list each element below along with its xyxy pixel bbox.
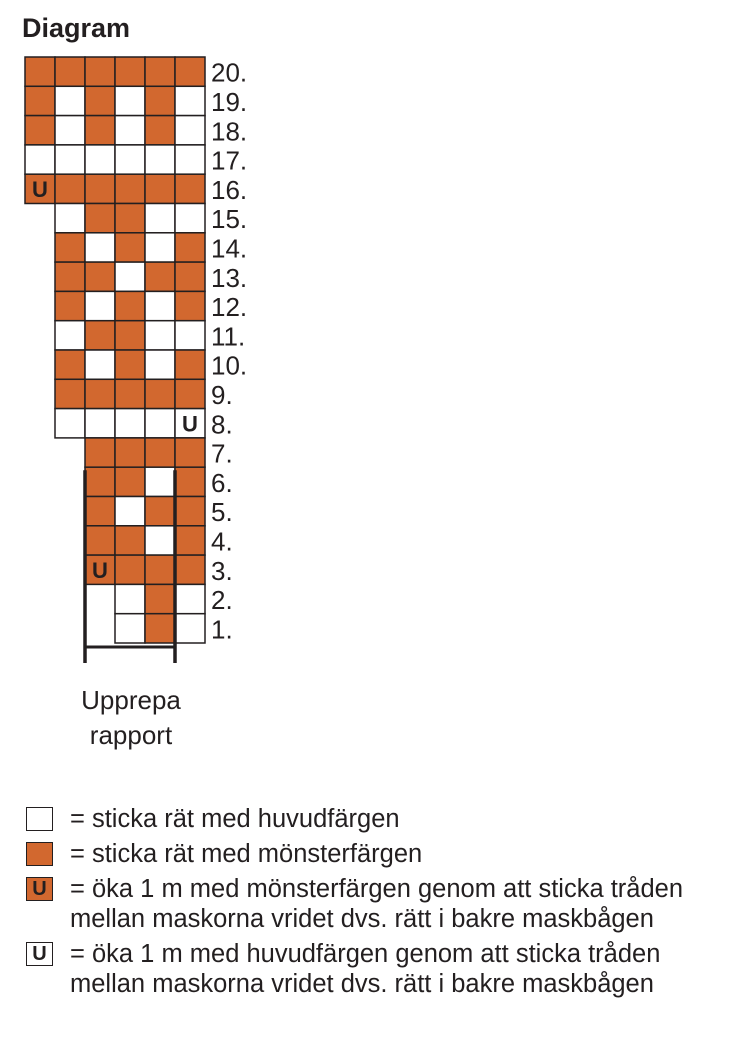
pattern-color-cell — [55, 379, 85, 408]
pattern-color-cell — [175, 350, 205, 379]
pattern-color-cell — [115, 350, 145, 379]
legend-text: mellan maskorna vridet dvs. rätt i bakre maskbågen — [70, 970, 654, 998]
pattern-color-cell — [25, 57, 55, 86]
row-number: 9. — [211, 379, 233, 410]
pattern-color-cell — [175, 174, 205, 203]
legend-text: = öka 1 m med mönsterfärgen genom att sticka tråden — [70, 875, 684, 903]
pattern-color-cell — [85, 497, 115, 526]
main-color-cell — [115, 262, 145, 291]
main-color-cell — [85, 291, 115, 320]
pattern-color-cell — [25, 86, 55, 115]
pattern-color-cell — [115, 233, 145, 262]
legend-swatch — [26, 807, 53, 831]
pattern-color-cell — [145, 262, 175, 291]
main-color-cell — [175, 614, 205, 643]
row-labels — [211, 58, 247, 645]
main-color-cell — [145, 233, 175, 262]
chart-cells — [25, 57, 205, 643]
main-color-cell — [145, 526, 175, 555]
pattern-color-cell — [145, 438, 175, 467]
pattern-color-cell — [175, 57, 205, 86]
main-color-cell — [145, 291, 175, 320]
pattern-color-cell — [85, 438, 115, 467]
legend-item — [26, 874, 683, 934]
diagram-title: Diagram — [22, 13, 131, 43]
pattern-color-cell — [85, 116, 115, 145]
pattern-color-cell — [115, 438, 145, 467]
repeat-label: Upprepa — [81, 685, 181, 715]
pattern-color-cell — [55, 233, 85, 262]
main-color-cell — [145, 321, 175, 350]
pattern-color-cell — [115, 291, 145, 320]
pattern-color-cell — [55, 262, 85, 291]
row-number: 4. — [211, 526, 233, 557]
pattern-color-cell — [85, 379, 115, 408]
pattern-color-cell — [145, 57, 175, 86]
row-number: 20. — [211, 57, 248, 88]
row-number: 16. — [211, 174, 248, 205]
increase-main-symbol: U — [182, 411, 198, 437]
main-color-cell — [115, 584, 145, 613]
legend-symbol-u-icon: U — [26, 877, 53, 901]
pattern-color-cell — [145, 584, 175, 613]
pattern-color-cell — [55, 350, 85, 379]
pattern-color-cell — [115, 467, 145, 496]
main-color-cell — [175, 204, 205, 233]
pattern-color-cell — [85, 526, 115, 555]
row-number: 13. — [211, 262, 248, 293]
pattern-color-cell — [175, 555, 205, 584]
main-color-cell — [115, 116, 145, 145]
pattern-color-cell — [145, 555, 175, 584]
pattern-color-cell — [145, 86, 175, 115]
legend-item — [26, 839, 683, 869]
pattern-color-cell — [85, 86, 115, 115]
main-color-cell — [115, 409, 145, 438]
row-number: 14. — [211, 233, 248, 264]
pattern-color-cell — [85, 174, 115, 203]
main-color-cell — [55, 409, 85, 438]
main-color-cell — [115, 145, 145, 174]
main-color-cell — [145, 409, 175, 438]
main-color-cell — [175, 86, 205, 115]
row-number: 6. — [211, 467, 233, 498]
legend — [26, 804, 683, 999]
row-number: 7. — [211, 438, 233, 469]
legend-item — [26, 939, 683, 999]
pattern-color-cell — [175, 379, 205, 408]
main-color-cell — [175, 116, 205, 145]
pattern-color-cell — [85, 321, 115, 350]
main-color-cell — [115, 86, 145, 115]
pattern-color-cell — [55, 57, 85, 86]
legend-text: = öka 1 m med huvudfärgen genom att sticka tråden — [70, 940, 661, 968]
repeat-label: rapport — [89, 720, 173, 750]
pattern-color-cell — [175, 262, 205, 291]
legend-symbol-u-icon: U — [26, 942, 53, 966]
pattern-color-cell — [25, 116, 55, 145]
pattern-color-cell — [115, 204, 145, 233]
pattern-color-cell — [115, 57, 145, 86]
main-color-cell — [55, 321, 85, 350]
row-number: 10. — [211, 350, 248, 381]
main-color-cell — [85, 145, 115, 174]
main-color-cell — [85, 233, 115, 262]
main-color-cell — [145, 145, 175, 174]
main-color-cell — [85, 409, 115, 438]
pattern-color-cell — [145, 497, 175, 526]
pattern-color-cell — [115, 526, 145, 555]
main-color-cell — [55, 204, 85, 233]
main-color-cell — [115, 497, 145, 526]
main-color-cell — [175, 145, 205, 174]
main-color-cell — [85, 350, 115, 379]
row-number: 19. — [211, 86, 248, 117]
pattern-color-cell — [85, 467, 115, 496]
main-color-cell — [145, 204, 175, 233]
row-number: 5. — [211, 497, 233, 528]
main-color-cell — [55, 86, 85, 115]
pattern-color-cell — [55, 174, 85, 203]
pattern-color-cell — [145, 174, 175, 203]
row-number: 17. — [211, 145, 248, 176]
pattern-color-cell — [115, 379, 145, 408]
row-number: 1. — [211, 614, 233, 645]
main-color-cell — [175, 584, 205, 613]
main-color-cell — [115, 614, 145, 643]
row-number: 15. — [211, 204, 248, 235]
row-number: 2. — [211, 585, 233, 616]
main-color-cell — [175, 321, 205, 350]
legend-text: mellan maskorna vridet dvs. rätt i bakre maskbågen — [70, 905, 654, 933]
pattern-color-cell — [175, 467, 205, 496]
increase-pattern-symbol: U — [92, 557, 108, 583]
pattern-color-cell — [85, 204, 115, 233]
pattern-color-cell — [85, 57, 115, 86]
main-color-cell — [145, 467, 175, 496]
main-color-cell — [25, 145, 55, 174]
row-number: 3. — [211, 555, 233, 586]
row-number: 18. — [211, 116, 248, 147]
row-number: 8. — [211, 409, 233, 440]
pattern-color-cell — [145, 379, 175, 408]
pattern-color-cell — [175, 291, 205, 320]
increase-pattern-symbol: U — [32, 176, 48, 202]
legend-text: = sticka rät med huvudfärgen — [70, 805, 400, 833]
legend-text: = sticka rät med mönsterfärgen — [70, 840, 423, 868]
pattern-color-cell — [55, 291, 85, 320]
pattern-color-cell — [115, 321, 145, 350]
pattern-color-cell — [145, 116, 175, 145]
pattern-color-cell — [175, 233, 205, 262]
main-color-cell — [55, 145, 85, 174]
legend-swatch — [26, 842, 53, 866]
pattern-color-cell — [145, 614, 175, 643]
main-color-cell — [55, 116, 85, 145]
pattern-color-cell — [115, 174, 145, 203]
main-color-cell — [145, 350, 175, 379]
row-number: 12. — [211, 292, 248, 323]
row-number: 11. — [211, 321, 246, 352]
pattern-color-cell — [85, 262, 115, 291]
pattern-color-cell — [115, 555, 145, 584]
pattern-color-cell — [175, 438, 205, 467]
pattern-color-cell — [175, 497, 205, 526]
pattern-color-cell — [175, 526, 205, 555]
legend-item — [26, 804, 683, 834]
